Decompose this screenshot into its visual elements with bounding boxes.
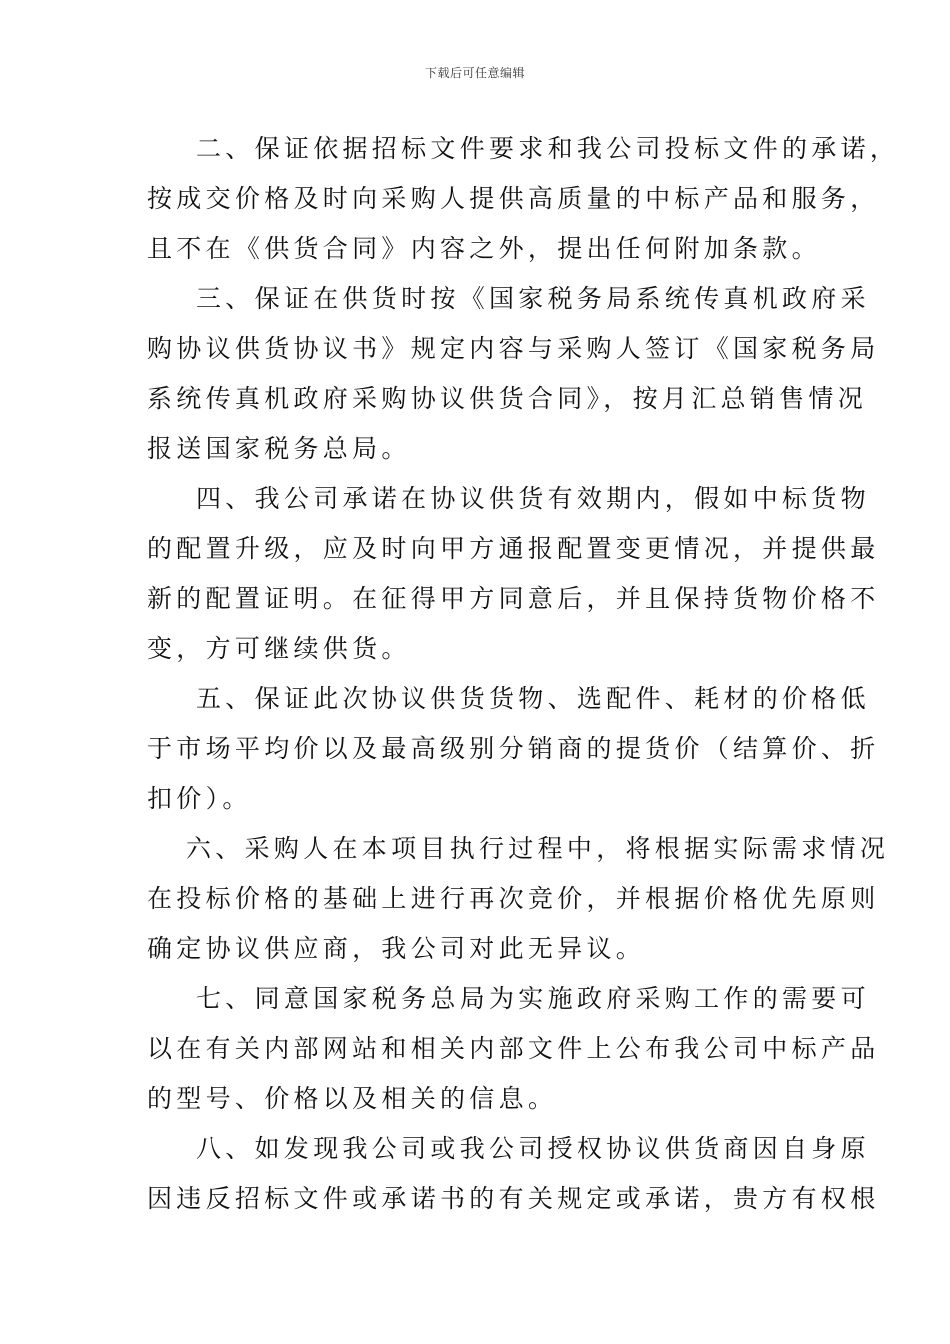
paragraph-line: 购协议供货协议书》规定内容与采购人签订《国家税务局: [147, 334, 880, 363]
paragraph-line: 且不在《供货合同》内容之外，提出任何附加条款。: [147, 234, 821, 263]
paragraph-line: 在投标价格的基础上进行再次竞价，并根据价格优先原则: [147, 884, 880, 913]
paragraph-line: 的型号、价格以及相关的信息。: [147, 1084, 558, 1113]
paragraph-line: 系统传真机政府采购协议供货合同》，按月汇总销售情况: [147, 384, 868, 413]
paragraph-line: 新的配置证明。在征得甲方同意后，并且保持货物价格不: [147, 584, 880, 613]
paragraph-line: 按成交价格及时向采购人提供高质量的中标产品和服务，: [147, 184, 880, 213]
paragraph-line: 二、保证依据招标文件要求和我公司投标文件的承诺，: [196, 134, 900, 163]
paragraph-line: 确定协议供应商，我公司对此无异议。: [147, 934, 646, 963]
paragraph-line: 四、我公司承诺在协议供货有效期内，假如中标货物: [196, 484, 870, 513]
paragraph-line: 七、同意国家税务总局为实施政府采购工作的需要可: [196, 984, 870, 1013]
paragraph-line: 因违反招标文件或承诺书的有关规定或承诺，贵方有权根: [147, 1184, 880, 1213]
paragraph-line: 扣价）。: [147, 784, 252, 813]
paragraph-line: 八、如发现我公司或我公司授权协议供货商因自身原: [196, 1134, 870, 1163]
paragraph-line: 报送国家税务总局。: [147, 434, 411, 463]
paragraph-line: 五、保证此次协议供货货物、选配件、耗材的价格低: [196, 684, 870, 713]
paragraph-line: 三、保证在供货时按《国家税务局系统传真机政府采: [196, 284, 870, 313]
paragraph-line: 于市场平均价以及最高级别分销商的提货价（结算价、折: [147, 734, 880, 763]
paragraph-line: 以在有关内部网站和相关内部文件上公布我公司中标产品: [147, 1034, 880, 1063]
paragraph-line: 的配置升级，应及时向甲方通报配置变更情况，并提供最: [147, 534, 880, 563]
paragraph-line: 变，方可继续供货。: [147, 634, 411, 663]
page-header: 下载后可任意编辑: [424, 66, 525, 80]
paragraph-line: 六、采购人在本项目执行过程中，将根据实际需求情况: [186, 834, 890, 863]
